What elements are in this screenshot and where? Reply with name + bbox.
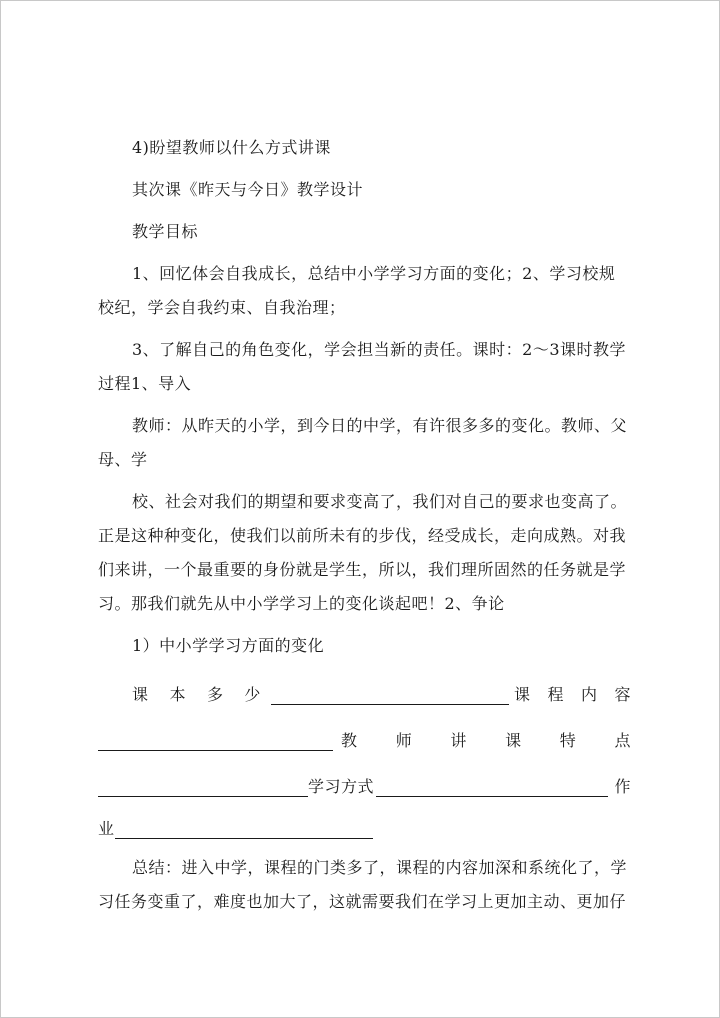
char: 师 bbox=[395, 731, 413, 750]
study-method-label: 学习方式 bbox=[308, 777, 375, 796]
subsection-heading: 1）中小学学习方面的变化 bbox=[132, 636, 325, 655]
section-heading: 教学目标 bbox=[132, 222, 199, 241]
textbook-count-label bbox=[132, 682, 261, 705]
expectation-paragraph: 校、社会对我们的期望和要求变高了，我们对自己的要求也变高了。正是这种种变化，使我们以前所未有的步伐，经受成长，走向成熟。对我们来讲，一个最重要的身份就是学生，所以，我们理所固然的任务就是学习。那我们就先从中小学学习上的变化谈起吧！2、争论 bbox=[98, 492, 628, 613]
char: 多 bbox=[206, 685, 224, 704]
objectives-paragraph: 1、回忆体会自我成长，总结中小学学习方面的变化；2、学习校规校纪，学会自我约束、自我治理； bbox=[98, 264, 616, 317]
homework-label-end: 业 bbox=[98, 819, 115, 838]
document-body bbox=[98, 131, 631, 919]
fill-row-3 bbox=[98, 763, 631, 797]
blank-line bbox=[98, 728, 333, 751]
blank-line bbox=[115, 816, 373, 839]
teaching-features-label bbox=[341, 728, 631, 751]
char: 教 bbox=[341, 731, 358, 750]
char: 内 bbox=[580, 685, 598, 704]
char: 课 bbox=[513, 685, 531, 704]
lesson-title: 其次课《昨天与今日》教学设计 bbox=[132, 180, 364, 199]
fill-row-2 bbox=[98, 717, 631, 751]
char: 课 bbox=[132, 685, 149, 704]
objectives-paragraph-2: 3、了解自己的角色变化，学会担当新的责任。课时：2～3课时教学过程1、导入 bbox=[98, 340, 627, 393]
question-line: 4)盼望教师以什么方式讲课 bbox=[132, 138, 331, 157]
fill-row-4 bbox=[98, 805, 631, 839]
char: 点 bbox=[614, 731, 631, 750]
course-content-label bbox=[514, 682, 631, 705]
char: 本 bbox=[169, 685, 186, 704]
char: 讲 bbox=[450, 731, 467, 750]
blank-line bbox=[271, 682, 509, 705]
teacher-paragraph: 教师：从昨天的小学，到今日的中学，有许很多多的变化。教师、父母、学 bbox=[98, 416, 628, 469]
char: 特 bbox=[559, 731, 577, 750]
char: 少 bbox=[244, 685, 261, 704]
summary-paragraph: 总结：进入中学，课程的门类多了，课程的内容加深和系统化了，学习任务变重了，难度也加大了，这就需要我们在学习上更加主动、更加仔 bbox=[98, 858, 628, 911]
char: 容 bbox=[614, 685, 631, 704]
char: 程 bbox=[547, 685, 564, 704]
char: 课 bbox=[505, 731, 522, 750]
fill-row-1 bbox=[98, 671, 631, 705]
blank-line bbox=[376, 774, 608, 797]
homework-label-start: 作 bbox=[614, 777, 631, 796]
blank-line bbox=[98, 774, 308, 797]
